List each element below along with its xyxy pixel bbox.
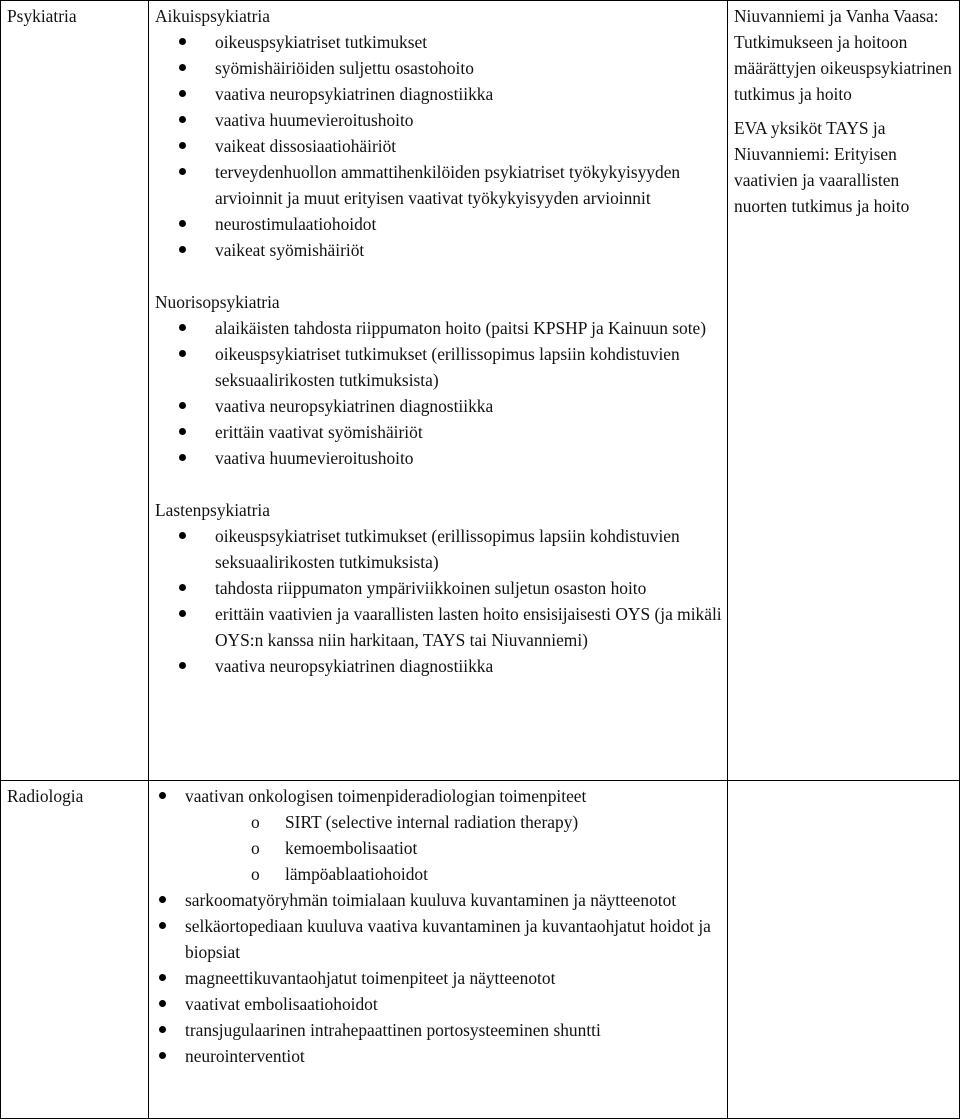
list-item: neurostimulaatiohoidot (155, 211, 723, 237)
list-item: syömishäiriöiden suljettu osastohoito (155, 55, 723, 81)
list-item: vaativa neuropsykiatrinen diagnostiikka (155, 393, 723, 419)
bullet-icon (179, 532, 186, 539)
section-title: Lastenpsykiatria (155, 500, 270, 520)
bullet-icon (179, 454, 186, 461)
radiology-row (1, 781, 960, 1119)
list-item: sarkoomatyöryhmän toimialaan kuuluva kuvantaminen ja näytteenotot (155, 887, 723, 913)
section-title: Aikuispsykiatria (155, 6, 270, 26)
bullet-list (155, 523, 723, 679)
list-item: selkäortopediaan kuuluva vaativa kuvantaminen ja kuvantaohjatut hoidot ja biopsiat (155, 913, 723, 965)
sub-list-item: o SIRT (selective internal radiation therapy) (155, 809, 723, 835)
child-psychiatry-section (155, 497, 723, 679)
list-item: vaikeat dissosiaatiohäiriöt (155, 133, 723, 159)
bullet-icon (179, 116, 186, 123)
adult-psychiatry-section (155, 3, 723, 263)
bullet-icon (179, 428, 186, 435)
bullet-icon (179, 246, 186, 253)
radiology-label-cell (1, 781, 149, 1119)
list-item: oikeuspsykiatriset tutkimukset (erillissopimus lapsiin kohdistuvien seksuaalirikosten tutkimuksista) (155, 523, 723, 575)
psychiatry-notes-cell (728, 1, 960, 781)
bullet-icon (179, 350, 186, 357)
radiology-notes-cell (728, 781, 960, 1119)
list-item: vaativa huumevieroitushoito (155, 107, 723, 133)
bullet-icon (179, 402, 186, 409)
list-item: vaativat embolisaatiohoidot (155, 991, 723, 1017)
bullet-icon (159, 974, 166, 981)
bullet-icon (179, 64, 186, 71)
bullet-icon (179, 142, 186, 149)
specialty-label: Radiologia (7, 786, 84, 806)
list-item: magneettikuvantaohjatut toimenpiteet ja näytteenotot (155, 965, 723, 991)
list-item: erittäin vaativien ja vaarallisten lasten hoito ensisijaisesti OYS (ja mikäli OYS:n kanssa niin harkitaan, TAYS tai Niuvanniemi) (155, 601, 723, 653)
psychiatry-label-cell (1, 1, 149, 781)
psychiatry-content-cell (149, 1, 728, 781)
specialty-label: Psykiatria (7, 6, 77, 26)
note-text: EVA yksiköt TAYS ja Niuvanniemi: Erityisen vaativien ja vaarallisten nuorten tutkimus ja hoito (734, 118, 910, 216)
bullet-icon (179, 168, 186, 175)
list-item: transjugulaarinen intrahepaattinen portosysteeminen shuntti (155, 1017, 723, 1043)
bullet-icon (179, 90, 186, 97)
list-item: oikeuspsykiatriset tutkimukset (155, 29, 723, 55)
bullet-icon (159, 922, 166, 929)
radiology-content-cell (149, 781, 728, 1119)
section-title: Nuorisopsykiatria (155, 292, 280, 312)
circle-bullet-icon: o (251, 838, 260, 858)
list-item: vaativan onkologisen toimenpideradiologian toimenpiteet (155, 783, 723, 809)
list-item: erittäin vaativat syömishäiriöt (155, 419, 723, 445)
list-item: oikeuspsykiatriset tutkimukset (erillissopimus lapsiin kohdistuvien seksuaalirikosten tutkimuksista) (155, 341, 723, 393)
bullet-icon (179, 662, 186, 669)
list-item: neurointerventiot (155, 1043, 723, 1069)
bullet-list (155, 29, 723, 263)
psychiatry-row (1, 1, 960, 781)
list-item: alaikäisten tahdosta riippumaton hoito (paitsi KPSHP ja Kainuun sote) (155, 315, 723, 341)
list-item: vaativa neuropsykiatrinen diagnostiikka (155, 653, 723, 679)
bullet-list (155, 783, 723, 809)
bullet-icon (159, 1000, 166, 1007)
list-item: vaativa neuropsykiatrinen diagnostiikka (155, 81, 723, 107)
list-item: terveydenhuollon ammattihenkilöiden psykiatriset työkykyisyyden arvioinnit ja muut erityisen vaativat työkykyisyyden arvioinnit (155, 159, 723, 211)
list-item: tahdosta riippumaton ympäriviikkoinen suljetun osaston hoito (155, 575, 723, 601)
bullet-icon (179, 584, 186, 591)
circle-bullet-icon: o (251, 864, 260, 884)
sub-list-item: o kemoembolisaatiot (155, 835, 723, 861)
bullet-icon (179, 220, 186, 227)
bullet-icon (159, 896, 166, 903)
list-item: vaativa huumevieroitushoito (155, 445, 723, 471)
bullet-icon (179, 324, 186, 331)
bullet-icon (179, 38, 186, 45)
bullet-icon (159, 1026, 166, 1033)
youth-psychiatry-section (155, 289, 723, 471)
note-text: Niuvanniemi ja Vanha Vaasa: Tutkimukseen ja hoitoon määrättyjen oikeuspsykiatrinen tutkimus ja hoito (734, 6, 952, 104)
bullet-icon (159, 792, 166, 799)
bullet-icon (179, 610, 186, 617)
bullet-list (155, 315, 723, 471)
bullet-list (155, 887, 723, 1069)
list-item: vaikeat syömishäiriöt (155, 237, 723, 263)
circle-bullet-icon: o (251, 812, 260, 832)
bullet-icon (159, 1052, 166, 1059)
sub-list-item: o lämpöablaatiohoidot (155, 861, 723, 887)
sub-list (155, 809, 723, 887)
